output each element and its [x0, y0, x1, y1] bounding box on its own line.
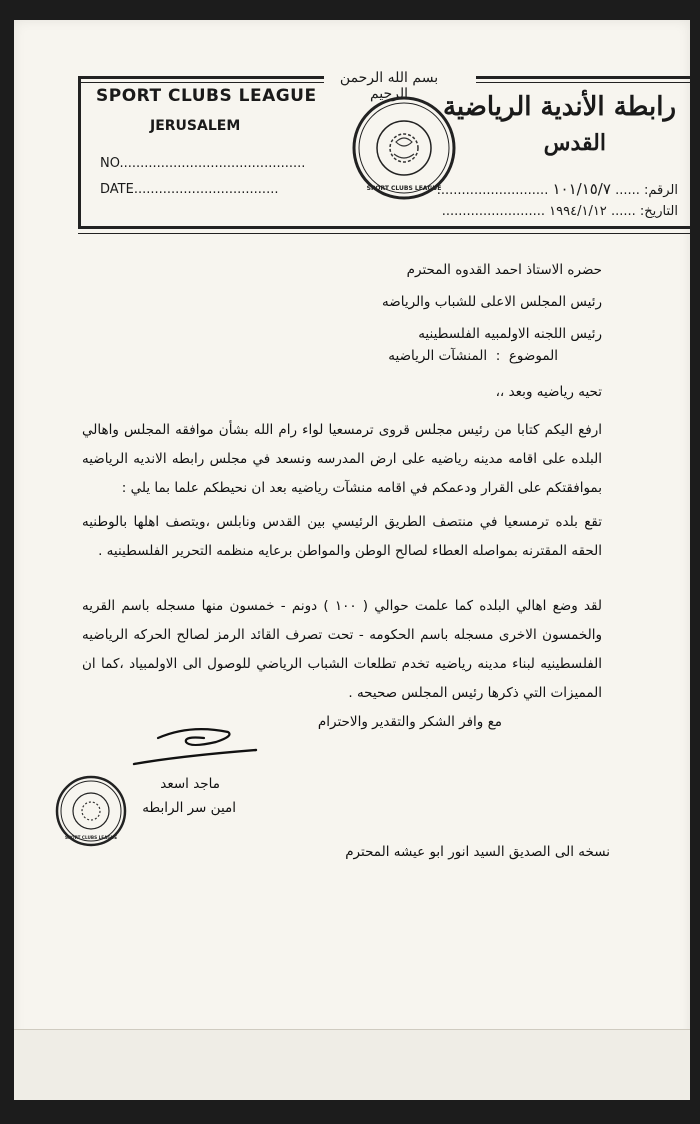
signatory-name: ماجد اسعد [160, 776, 220, 792]
signatory-title: امين سر الرابطه [142, 800, 236, 816]
letterhead-top-rule-left [80, 76, 324, 79]
letterhead-top-rule-left-thin [80, 82, 324, 83]
subject-line: الموضوع : المنشآت الرياضيه [388, 348, 558, 364]
letterhead-bottom-rule-thin [78, 233, 690, 234]
letterhead-no-field: NO............................................. [100, 156, 306, 171]
copy-to-line: نسخه الى الصديق السيد انور ابو عيشه المحترم [345, 844, 610, 860]
letter-page [14, 20, 690, 1100]
league-seal-bottom [54, 774, 128, 848]
subject-value: المنشآت الرياضيه [388, 348, 488, 364]
subject-label: الموضوع [508, 348, 558, 364]
letterhead-arabic-name: رابطة الأندية الرياضية [442, 92, 676, 122]
letterhead-english-name: SPORT CLUBS LEAGUE [96, 86, 317, 106]
body-paragraph-1: ارفع اليكم كتابا من رئيس مجلس قروى ترمسعيا لواء رام الله بشأن موافقه المجلس واهالي البلده على اقامه مدينه رياضيه على ارض المدرسه ونسعد في مجلس رابطه الانديه الرياضيه بموافقتكم على القرار ودعمكم في اقامه منشآت رياضيه بعد ان نحيطكم علما بما يلي : [82, 422, 602, 496]
letterhead-bottom-rule [78, 226, 690, 229]
letterhead-top-rule-right [476, 76, 690, 79]
letterhead-date-field-arabic: التاريخ: ...... ١٩٩٤/١/١٢ ......................... [441, 204, 678, 219]
addressee-line-1: حضره الاستاذ احمد القدوه المحترم [406, 262, 602, 278]
seal-text: SPORT CLUBS LEAGUE [366, 185, 442, 192]
handwritten-signature [130, 720, 260, 770]
letterhead-arabic-city: القدس [543, 130, 606, 156]
addressee-line-3: رئيس اللجنه الاولمبيه الفلسطينيه [418, 326, 602, 342]
letterhead-date-field: DATE................................... [100, 182, 279, 197]
body-paragraph-3: لقد وضع اهالي البلده كما علمت حوالي ( ١٠٠ ) دونم - خمسون منها مسجله باسم القريه والخمسون الاخرى مسجله باسم الحكومه - تحت تصرف القائد الرمز لصالح الحركه الرياضيه الفلسطينيه لبناء مدينه رياضيه تخدم تطلعات الشباب الرياضي للوصول الى الاولمبياد ،كما ان المميزات التي ذكرها رئيس المجلس صحيحه . [82, 598, 602, 701]
letterhead-left-border [78, 76, 81, 228]
body-paragraph-2: تقع بلده ترمسعيا في منتصف الطريق الرئيسي بين القدس ونابلس ،ويتصف اهلها بالوطنيه الحقه المقترنه بمواصله العطاء لصالح الوطن والمواطن برعايه منظمه التحرير الفلسطينيه . [82, 514, 602, 559]
letterhead-english-city: JERUSALEM [150, 118, 241, 134]
letterhead-ref-field: الرقم: ...... ١٠١/١٥/٧ ........................... [436, 180, 678, 198]
seal-bottom-text: SPORT CLUBS LEAGUE [64, 835, 118, 840]
greeting: تحيه رياضيه وبعد ،، [495, 384, 602, 400]
addressee-line-2: رئيس المجلس الاعلى للشباب والرياضه [382, 294, 602, 310]
letterhead-top-rule-right-thin [476, 82, 690, 83]
closing-line: مع وافر الشكر والتقدير والاحترام [317, 714, 502, 730]
basmala: بسم الله الرحمن الرحيم [339, 70, 439, 102]
page-fold [14, 1029, 690, 1100]
